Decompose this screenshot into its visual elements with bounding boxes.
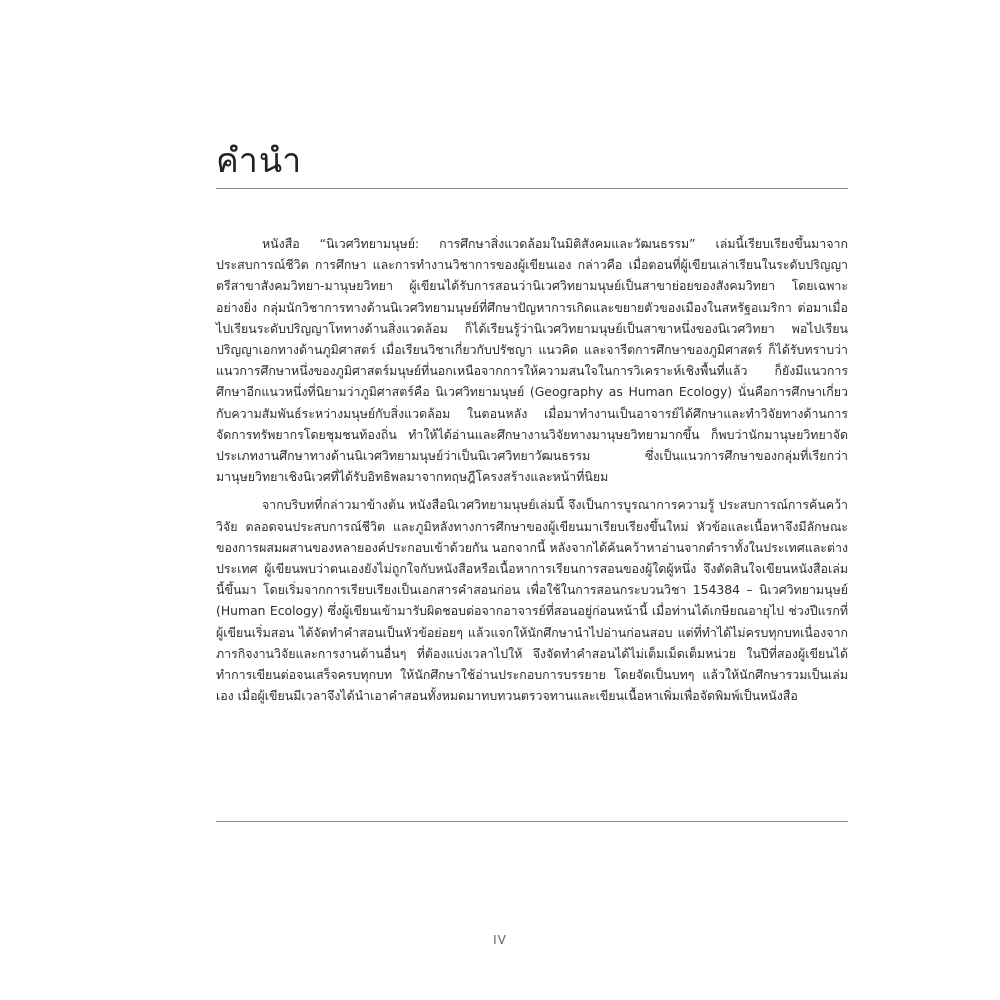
preface-body — [216, 233, 848, 706]
title-divider — [216, 188, 848, 189]
paragraph: หนังสือ “นิเวศวิทยามนุษย์: การศึกษาสิ่งแวดล้อมในมิติสังคมและวัฒนธรรม” เล่มนี้เรียบเรียงขึ้นมาจากประสบการณ์ชีวิต การศึกษา และการทำงานวิชาการของผู้เขียนเอง กล่าวคือ เมื่อตอนที่ผู้เขียนเล่าเรียนในระดับปริญญาตรีสาขาสังคมวิทยา-มานุษยวิทยา ผู้เขียนได้รับการสอนว่านิเวศวิทยามนุษย์เป็นสาขาย่อยของสังคมวิทยา โดยเฉพาะอย่างยิ่ง กลุ่มนักวิชาการทางด้านนิเวศวิทยามนุษย์ที่ศึกษาปัญหาการเกิดและขยายตัวของเมืองในสหรัฐอเมริกา ต่อมาเมื่อไปเรียนระดับปริญญาโททางด้านสิ่งแวดล้อม ก็ได้เรียนรู้ว่านิเวศวิทยามนุษย์เป็นสาขาหนึ่งของนิเวศวิทยา พอไปเรียนปริญญาเอกทางด้านภูมิศาสตร์ เมื่อเรียนวิชาเกี่ยวกับปรัชญา แนวคิด และจารีตการศึกษาของภูมิศาสตร์ ก็ได้รับทราบว่า แนวการศึกษาหนึ่งของภูมิศาสตร์มนุษย์ที่นอกเหนือจากการให้ความสนใจในการวิเคราะห์เชิงพื้นที่แล้ว ก็ยังมีแนวการศึกษาอีกแนวหนึ่งที่นิยามว่าภูมิศาสตร์คือ นิเวศวิทยามนุษย์ (Geography as Human Ecology) นั่นคือการศึกษาเกี่ยวกับความสัมพันธ์ระหว่างมนุษย์กับสิ่งแวดล้อม ในตอนหลัง เมื่อมาทำงานเป็นอาจารย์ได้ศึกษาและทำวิจัยทางด้านการจัดการทรัพยากรโดยชุมชนท้องถิ่น ทำให้ได้อ่านและศึกษางานวิจัยทางมานุษยวิทยามากขึ้น ก็พบว่านักมานุษยวิทยาจัดประเภทงานศึกษาทางด้านนิเวศวิทยามนุษย์ว่าเป็นนิเวศวิทยาวัฒนธรรม ซึ่งเป็นแนวการศึกษาของกลุ่มที่เรียกว่ามานุษยวิทยาเชิงนิเวศที่ได้รับอิทธิพลมาจากทฤษฎีโครงสร้างและหน้าที่นิยม — [216, 236, 848, 485]
footer-divider — [216, 821, 848, 822]
paragraph: จากบริบทที่กล่าวมาข้างต้น หนังสือนิเวศวิทยามนุษย์เล่มนี้ จึงเป็นการบูรณาการความรู้ ประสบการณ์การค้นคว้าวิจัย ตลอดจนประสบการณ์ชีวิต และภูมิหลังทางการศึกษาของผู้เขียนมาเรียบเรียงขึ้นใหม่ หัวข้อและเนื้อหาจึงมีลักษณะของการผสมผสานของหลายองค์ประกอบเข้าด้วยกัน นอกจากนี้ หลังจากได้ค้นคว้าหาอ่านจากตำราทั้งในประเทศและต่างประเทศ ผู้เขียนพบว่าตนเองยังไม่ถูกใจกับหนังสือหรือเนื้อหาการเรียนการสอนของผู้ใดผู้หนึ่ง จึงตัดสินใจเขียนหนังสือเล่มนี้ขึ้นมา โดยเริ่มจากการเรียบเรียงเป็นเอกสารคำสอนก่อน เพื่อใช้ในการสอนกระบวนวิชา 154384 – นิเวศวิทยามนุษย์ (Human Ecology) ซึ่งผู้เขียนเข้ามารับผิดชอบต่อจากอาจารย์ที่สอนอยู่ก่อนหน้านี้ เมื่อท่านได้เกษียณอายุไป ช่วงปีแรกที่ผู้เขียนเริ่มสอน ได้จัดทำคำสอนเป็นหัวข้อย่อยๆ แล้วแจกให้นักศึกษานำไปอ่านก่อนสอบ แต่ที่ทำได้ไม่ครบทุกบทเนื่องจากภารกิจงานวิจัยและการงานด้านอื่นๆ ที่ต้องแบ่งเวลาไปให้ จึงจัดทำคำสอนได้ไม่เต็มเม็ดเต็มหน่วย ในปีที่สองผู้เขียนได้ทำการเขียนต่อจนเสร็จครบทุกบท ให้นักศึกษาใช้อ่านประกอบการบรรยาย โดยจัดเป็นบทๆ แล้วให้นักศึกษารวมเป็นเล่มเอง เมื่อผู้เขียนมีเวลาจึงได้นำเอาคำสอนทั้งหมดมาทบทวนตรวจทานและเขียนเนื้อหาเพิ่มเพื่อจัดพิมพ์เป็นหนังสือ — [216, 497, 848, 704]
page-number: IV — [493, 933, 507, 947]
page-title: คำนำ — [216, 141, 303, 181]
